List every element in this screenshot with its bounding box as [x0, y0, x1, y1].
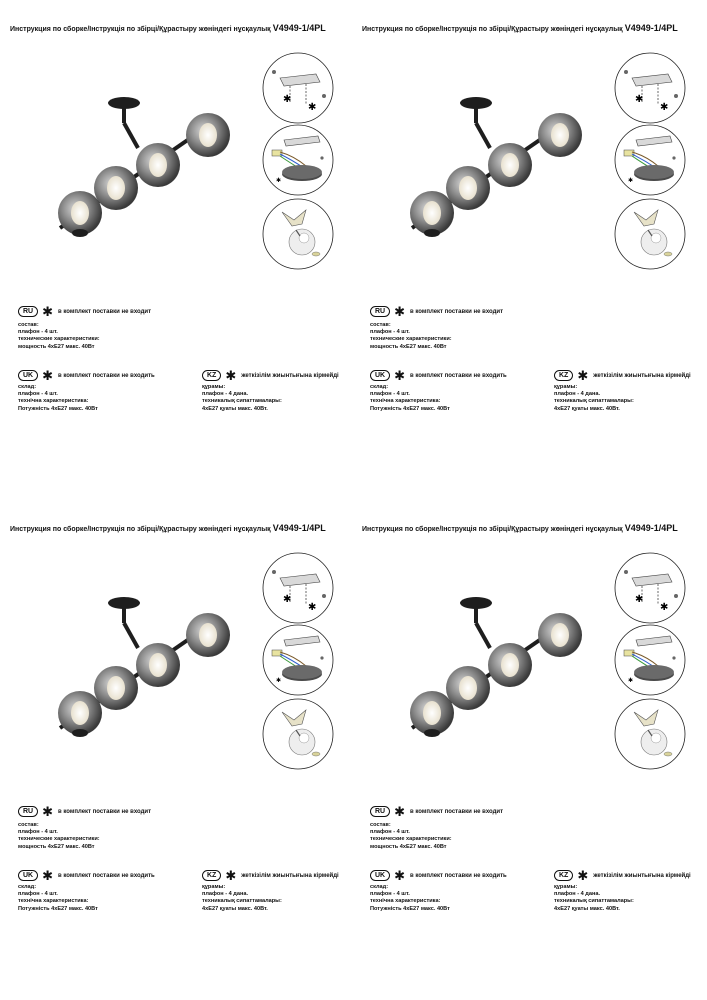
assembly-step-2-wiring: [614, 624, 686, 696]
instruction-panel: [362, 520, 702, 990]
star-icon: ✱: [308, 102, 317, 113]
kz-specs: құрамы: плафон - 4 дана. техникалық сипаттамалары: 4хЕ27 қуаты макс. 40Вт.: [554, 384, 634, 412]
star-icon: ✱: [276, 677, 282, 684]
uk-specs: склад: плафон - 4 шт. технічна характеристика: Потужність 4хЕ27 макс. 40Вт: [370, 884, 450, 912]
glass-shade: [410, 691, 454, 735]
ru-note: [18, 303, 152, 319]
ru-badge: RU: [370, 306, 390, 317]
star-icon: ✱: [42, 867, 54, 883]
assembly-step-1-mounting-bar: [614, 52, 686, 124]
model-number: V4949-1/4PL: [272, 23, 326, 33]
uk-note: [18, 367, 155, 383]
ru-note-text: в комплект поставки не входит: [410, 808, 504, 815]
star-icon: ✱: [394, 367, 406, 383]
star-icon: ✱: [283, 594, 292, 605]
kz-specs: құрамы: плафон - 4 дана. техникалық сипаттамалары: 4хЕ27 қуаты макс. 40Вт.: [202, 384, 282, 412]
uk-note-text: в комплект поставки не входить: [410, 372, 507, 379]
glass-shade: [186, 613, 230, 657]
star-icon: ✱: [628, 177, 634, 184]
kz-note: [202, 367, 339, 383]
glass-shade: [136, 643, 180, 687]
glass-shade: [538, 113, 582, 157]
glass-shade: [58, 691, 102, 735]
assembly-step-2-wiring: [262, 124, 334, 196]
star-icon: ✱: [394, 303, 406, 319]
kz-note-text: жеткізілім жиынтығына кірмейді: [241, 872, 339, 879]
uk-specs: склад: плафон - 4 шт. технічна характеристика: Потужність 4хЕ27 макс. 40Вт: [18, 384, 98, 412]
glass-shade: [488, 643, 532, 687]
assembly-step-1-mounting-bar: [262, 52, 334, 124]
header-title: Инструкция по сборке/Інструкція по збірці/Құрастыру жөніндегі нұсқаулық V4949-1/4PL: [10, 23, 326, 33]
kz-badge: KZ: [202, 870, 221, 881]
ru-badge: RU: [370, 806, 390, 817]
ru-note-text: в комплект поставки не входит: [58, 308, 152, 315]
ru-note: [18, 803, 152, 819]
assembly-step-3-shade-install: [614, 198, 686, 270]
uk-specs: склад: плафон - 4 шт. технічна характеристика: Потужність 4хЕ27 макс. 40Вт: [18, 884, 98, 912]
ru-specs: состав: плафон - 4 шт. технические характеристики: мощность 4хЕ27 макс. 40Вт: [370, 322, 452, 350]
chandelier-illustration: [40, 90, 230, 250]
model-number: V4949-1/4PL: [624, 23, 678, 33]
star-icon: ✱: [276, 177, 282, 184]
glass-shade: [538, 613, 582, 657]
star-icon: ✱: [394, 867, 406, 883]
assembly-step-3-shade-install: [262, 198, 334, 270]
assembly-step-1-mounting-bar: [262, 552, 334, 624]
glass-shade: [410, 191, 454, 235]
assembly-step-1-mounting-bar: [614, 552, 686, 624]
instruction-panel: [362, 20, 702, 490]
star-icon: ✱: [577, 367, 589, 383]
star-icon: ✱: [628, 677, 634, 684]
star-icon: ✱: [660, 102, 669, 113]
ru-specs: состав: плафон - 4 шт. технические характеристики: мощность 4хЕ27 макс. 40Вт: [18, 822, 100, 850]
kz-note-text: жеткізілім жиынтығына кірмейді: [241, 372, 339, 379]
kz-note: [554, 867, 691, 883]
ru-note-text: в комплект поставки не входит: [58, 808, 152, 815]
chandelier-illustration: [392, 590, 582, 750]
uk-note-text: в комплект поставки не входить: [410, 872, 507, 879]
star-icon: ✱: [42, 367, 54, 383]
ru-note: [370, 803, 504, 819]
glass-shade: [446, 666, 490, 710]
kz-specs: құрамы: плафон - 4 дана. техникалық сипаттамалары: 4хЕ27 қуаты макс. 40Вт.: [554, 884, 634, 912]
star-icon: ✱: [42, 303, 54, 319]
glass-shade: [488, 143, 532, 187]
glass-shade: [446, 166, 490, 210]
instruction-panel: [10, 20, 350, 490]
uk-badge: UK: [370, 370, 390, 381]
glass-shade: [58, 191, 102, 235]
uk-badge: UK: [18, 870, 38, 881]
kz-badge: KZ: [554, 370, 573, 381]
star-icon: ✱: [635, 94, 644, 105]
assembly-step-3-shade-install: [262, 698, 334, 770]
assembly-step-3-shade-install: [614, 698, 686, 770]
kz-badge: KZ: [202, 370, 221, 381]
glass-shade: [186, 113, 230, 157]
ru-badge: RU: [18, 806, 38, 817]
instruction-panel: [10, 520, 350, 990]
assembly-step-2-wiring: [262, 624, 334, 696]
header-title: Инструкция по сборке/Інструкція по збірці/Құрастыру жөніндегі нұсқаулық V4949-1/4PL: [10, 523, 326, 533]
uk-note-text: в комплект поставки не входить: [58, 872, 155, 879]
glass-shade: [136, 143, 180, 187]
star-icon: ✱: [577, 867, 589, 883]
model-number: V4949-1/4PL: [272, 523, 326, 533]
uk-note: [370, 367, 507, 383]
star-icon: ✱: [225, 867, 237, 883]
kz-note: [554, 367, 691, 383]
star-icon: ✱: [394, 803, 406, 819]
glass-shade: [94, 166, 138, 210]
assembly-step-2-wiring: [614, 124, 686, 196]
ru-note-text: в комплект поставки не входит: [410, 308, 504, 315]
star-icon: ✱: [283, 94, 292, 105]
uk-note: [18, 867, 155, 883]
kz-specs: құрамы: плафон - 4 дана. техникалық сипаттамалары: 4хЕ27 қуаты макс. 40Вт.: [202, 884, 282, 912]
star-icon: ✱: [635, 594, 644, 605]
chandelier-illustration: [40, 590, 230, 750]
ru-specs: состав: плафон - 4 шт. технические характеристики: мощность 4хЕ27 макс. 40Вт: [18, 322, 100, 350]
glass-shade: [94, 666, 138, 710]
kz-note-text: жеткізілім жиынтығына кірмейді: [593, 372, 691, 379]
uk-specs: склад: плафон - 4 шт. технічна характеристика: Потужність 4хЕ27 макс. 40Вт: [370, 384, 450, 412]
uk-badge: UK: [18, 370, 38, 381]
star-icon: ✱: [42, 803, 54, 819]
kz-note-text: жеткізілім жиынтығына кірмейді: [593, 872, 691, 879]
uk-note: [370, 867, 507, 883]
ru-specs: состав: плафон - 4 шт. технические характеристики: мощность 4хЕ27 макс. 40Вт: [370, 822, 452, 850]
uk-badge: UK: [370, 870, 390, 881]
header-title: Инструкция по сборке/Інструкція по збірці/Құрастыру жөніндегі нұсқаулық V4949-1/4PL: [362, 23, 678, 33]
chandelier-illustration: [392, 90, 582, 250]
star-icon: ✱: [225, 367, 237, 383]
star-icon: ✱: [308, 602, 317, 613]
model-number: V4949-1/4PL: [624, 523, 678, 533]
kz-note: [202, 867, 339, 883]
header-title: Инструкция по сборке/Інструкція по збірці/Құрастыру жөніндегі нұсқаулық V4949-1/4PL: [362, 523, 678, 533]
kz-badge: KZ: [554, 870, 573, 881]
uk-note-text: в комплект поставки не входить: [58, 372, 155, 379]
ru-badge: RU: [18, 306, 38, 317]
ru-note: [370, 303, 504, 319]
star-icon: ✱: [660, 602, 669, 613]
